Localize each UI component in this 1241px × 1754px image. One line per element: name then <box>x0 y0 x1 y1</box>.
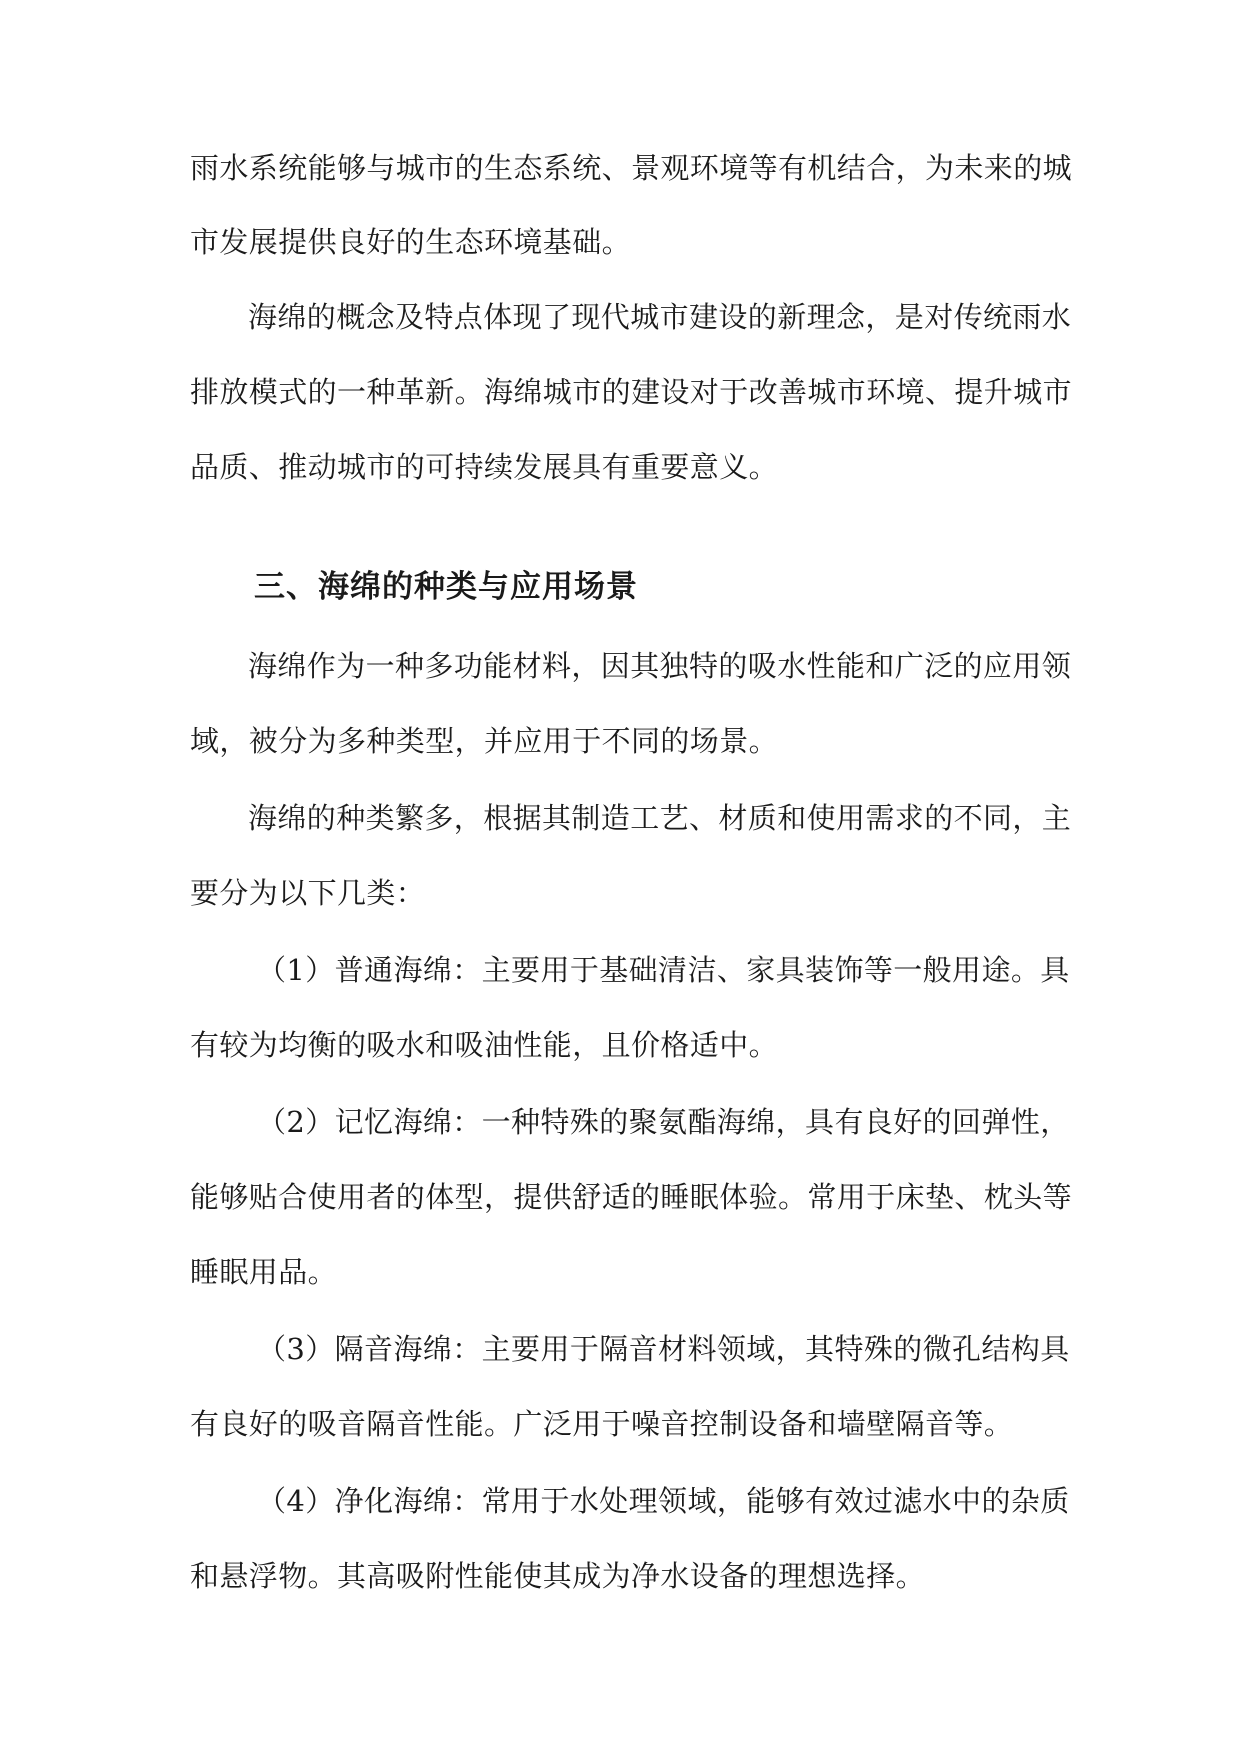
paragraph-line: 品质、推动城市的可持续发展具有重要意义。 <box>190 450 779 484</box>
list-item-line: 有较为均衡的吸水和吸油性能，且价格适中。 <box>190 1028 779 1062</box>
list-item-line: （1）普通海绵：主要用于基础清洁、家具装饰等一般用途。具 <box>257 953 1070 987</box>
paragraph-line: 海绵作为一种多功能材料，因其独特的吸水性能和广泛的应用领 <box>248 649 1072 683</box>
paragraph-line: 要分为以下几类： <box>190 876 426 910</box>
list-item-line: （2）记忆海绵：一种特殊的聚氨酯海绵，具有良好的回弹性， <box>257 1105 1070 1139</box>
paragraph-line: 海绵的概念及特点体现了现代城市建设的新理念，是对传统雨水 <box>248 300 1072 334</box>
list-item-line: 和悬浮物。其高吸附性能使其成为净水设备的理想选择。 <box>190 1559 926 1593</box>
list-item-line: 有良好的吸音隔音性能。广泛用于噪音控制设备和墙壁隔音等。 <box>190 1407 1014 1441</box>
paragraph-line: 域，被分为多种类型，并应用于不同的场景。 <box>190 724 779 758</box>
paragraph-line: 市发展提供良好的生态环境基础。 <box>190 225 632 259</box>
list-item-line: （3）隔音海绵：主要用于隔音材料领域，其特殊的微孔结构具 <box>257 1332 1070 1366</box>
list-item-line: 能够贴合使用者的体型，提供舒适的睡眠体验。常用于床垫、枕头等 <box>190 1180 1073 1214</box>
section-heading: 三、海绵的种类与应用场景 <box>254 569 638 605</box>
list-item-line: （4）净化海绵：常用于水处理领域，能够有效过滤水中的杂质 <box>257 1484 1070 1518</box>
paragraph-line: 雨水系统能够与城市的生态系统、景观环境等有机结合，为未来的城 <box>190 151 1073 185</box>
paragraph-line: 海绵的种类繁多，根据其制造工艺、材质和使用需求的不同，主 <box>248 801 1072 835</box>
paragraph-line: 排放模式的一种革新。海绵城市的建设对于改善城市环境、提升城市 <box>190 375 1073 409</box>
list-item-line: 睡眠用品。 <box>190 1255 338 1289</box>
